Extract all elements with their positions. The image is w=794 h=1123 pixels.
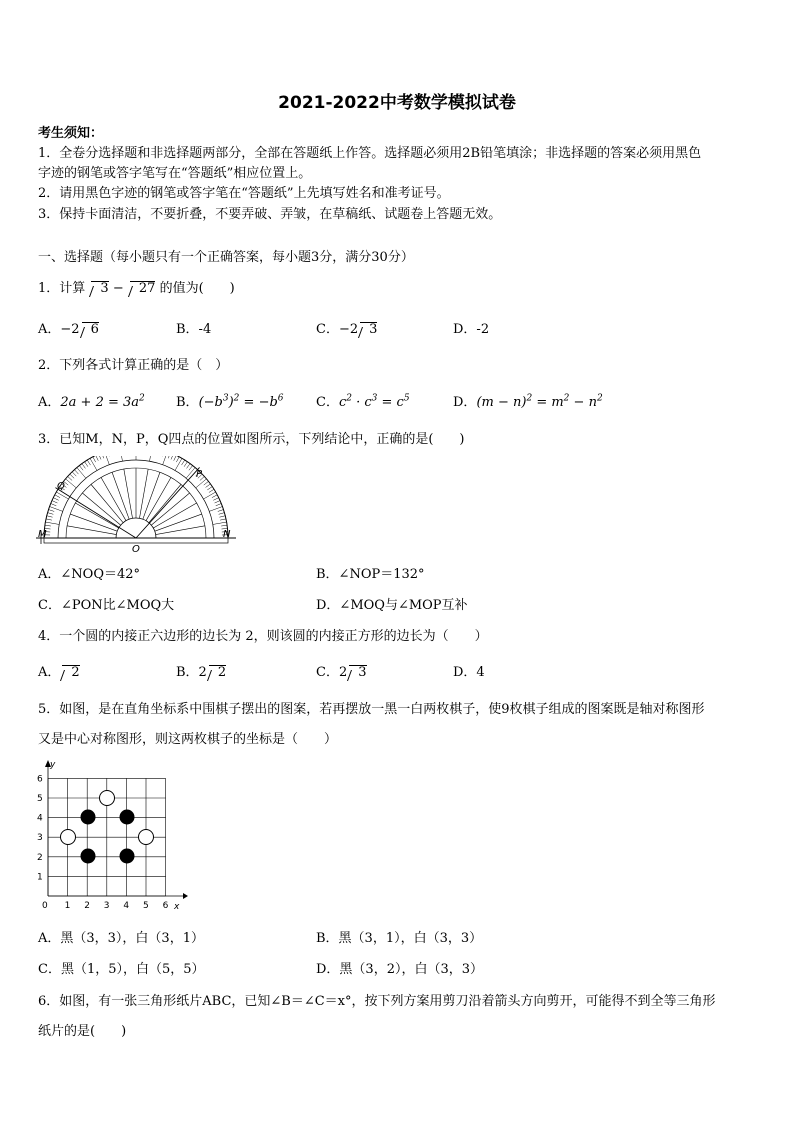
protractor-tick [53, 498, 58, 501]
protractor-tick [102, 456, 104, 458]
y-tick-label: 2 [37, 852, 43, 863]
protractor-tick [206, 484, 211, 488]
protractor-ray [101, 477, 126, 520]
black-stone [81, 849, 96, 864]
x-tick-label: 3 [103, 901, 110, 911]
origin-label: 0 [42, 901, 48, 911]
q4-option-d[interactable]: D．4 [453, 665, 485, 680]
white-stone [139, 830, 154, 845]
protractor-tick [82, 464, 86, 469]
protractor-ray [146, 477, 171, 520]
protractor-figure [36, 456, 236, 554]
protractor-tick [51, 504, 57, 506]
protractor-tick [219, 513, 225, 515]
protractor-tick [55, 495, 60, 498]
q3-option-d[interactable]: D．∠MOQ与∠MOP互补 [316, 598, 468, 613]
protractor-tick [70, 474, 74, 478]
q3-option-c[interactable]: C．∠PON比∠MOQ大 [38, 598, 175, 613]
q5-option-c[interactable]: C．黑（1，5），白（5，5） [38, 962, 205, 977]
q2-option-a[interactable]: A．$2a + 2 = 3a^2$ [38, 393, 145, 410]
protractor-tick [163, 456, 168, 465]
notice-item: 2．请用黑色字迹的钢笔或答字笔在“答题纸”上先填写姓名和准考证号。 [38, 186, 450, 201]
protractor-tick [176, 457, 179, 462]
protractor-ray [124, 469, 133, 518]
q3-option-a[interactable]: A．∠NOQ＝42° [38, 567, 141, 582]
protractor-tick [49, 510, 55, 512]
ray-oq [55, 488, 136, 538]
protractor-tick [184, 462, 187, 467]
section-heading: 一、选择题（每小题只有一个正确答案，每小题3分，满分30分） [38, 250, 414, 265]
q5-option-a[interactable]: A．黑（3，3），白（3，1） [38, 931, 204, 946]
label-p: P [196, 469, 203, 480]
notice-heading: 考生须知： [38, 126, 104, 141]
protractor-tick [209, 489, 214, 492]
protractor-tick [216, 504, 222, 506]
protractor-tick [187, 464, 191, 469]
q1-option-a[interactable]: A．−2 6 [38, 322, 99, 337]
protractor-tick [221, 525, 227, 526]
black-stone [120, 810, 135, 825]
y-axis-label: y [50, 760, 56, 770]
protractor-tick [90, 458, 97, 470]
q1-option-c[interactable]: C．−2 3 [316, 322, 378, 337]
q2-option-b[interactable]: B．$(-b^3)^2 = -b^6$ [176, 393, 284, 410]
protractor-tick [45, 525, 51, 526]
label-q: Q [57, 481, 65, 492]
q4-option-b[interactable]: B．2 2 [176, 665, 227, 680]
protractor-tick [175, 458, 182, 470]
notice-item: 1．全卷分选择题和非选择题两部分，全部在答题纸上作答。选择题必须用2B铅笔填涂；非选择题的答案必须用黑色 [38, 146, 702, 161]
protractor-tick [182, 460, 185, 465]
protractor-tick [220, 519, 226, 520]
notice-item: 3．保持卡面清洁，不要折叠，不要弄破、弄皱，在草稿纸、试题卷上答题无效。 [38, 207, 502, 222]
protractor-tick [68, 476, 72, 480]
protractor-tick [87, 460, 90, 465]
protractor-tick [74, 470, 78, 474]
sqrt-3: 3 [91, 281, 108, 296]
protractor-tick [213, 522, 227, 524]
protractor-tick [56, 492, 68, 499]
protractor-tick [77, 468, 86, 479]
black-stone [81, 810, 96, 825]
protractor-ray [153, 503, 196, 528]
q2-option-d[interactable]: D．$(m - n)^2 = m^2 - n^2$ [453, 393, 603, 410]
protractor-tick [46, 519, 52, 520]
protractor-ray [156, 526, 205, 535]
protractor-tick [105, 456, 110, 465]
protractor-tick [204, 492, 216, 499]
protractor-tick [47, 516, 53, 517]
y-tick-label: 6 [37, 774, 43, 785]
x-tick-label: 1 [64, 901, 71, 911]
x-tick-label: 6 [162, 901, 169, 911]
protractor-tick [215, 501, 220, 503]
question-5-line1: 5．如图，是在直角坐标系中围棋子摆出的图案，若再摆放一黑一白两枚棋子，使9枚棋子组成的图案既是轴对称图形 [38, 702, 705, 717]
sqrt-27: 27 [130, 281, 156, 296]
x-tick-label: 4 [123, 901, 130, 911]
white-stone [100, 791, 115, 806]
page-title: 2021-2022中考数学模拟试卷 [278, 93, 516, 113]
protractor-tick [79, 466, 83, 471]
protractor-tick [96, 456, 99, 461]
label-n: N [223, 529, 231, 540]
question-3: 3．已知M，N，P，Q四点的位置如图所示，下列结论中，正确的是( ) [38, 432, 465, 447]
question-2: 2．下列各式计算正确的是（ ） [38, 358, 229, 373]
question-4: 4．一个圆的内接正六边形的边长为 2，则该圆的内接正方形的边长为（ ） [38, 629, 488, 644]
protractor-tick [171, 456, 173, 459]
protractor-ray [67, 526, 116, 535]
protractor-tick [196, 479, 207, 488]
protractor-tick [218, 510, 224, 512]
protractor-tick [48, 513, 54, 515]
protractor-tick [212, 495, 217, 498]
question-6-line1: 6．如图，有一张三角形纸片ABC，已知∠B＝∠C＝x°，按下列方案用剪刀沿着箭头方向剪开，可能得不到全等三角形 [38, 994, 716, 1009]
y-tick-label: 4 [37, 813, 43, 824]
question-6-line2: 纸片的是( ) [38, 1024, 127, 1039]
q4-option-c[interactable]: C．2 3 [316, 665, 367, 680]
protractor-tick [85, 462, 88, 467]
y-tick-label: 5 [37, 794, 43, 804]
protractor-tick [150, 456, 152, 461]
x-axis-label: x [174, 902, 180, 912]
label-o: O [132, 544, 140, 554]
protractor-ray [139, 469, 148, 518]
q4-option-a[interactable]: A． 2 [38, 665, 80, 680]
black-stone [120, 849, 135, 864]
protractor-tick [213, 498, 218, 501]
protractor-tick [219, 516, 225, 517]
q1-prefix: 1．计算 [38, 281, 86, 296]
q1-suffix: 的值为( ) [159, 281, 235, 296]
q5-option-b[interactable]: B．黑（3，1），白（3，3） [316, 931, 483, 946]
question-1: 1．计算 3 − 27 的值为( ) [38, 281, 235, 296]
label-m: M [38, 529, 47, 540]
protractor-tick [52, 501, 57, 503]
protractor-tick [189, 466, 193, 471]
protractor-tick [99, 456, 101, 459]
y-ticks [37, 774, 43, 882]
x-ticks [65, 901, 169, 911]
question-5-line2: 又是中心对称图形，则这两枚棋子的坐标是（ ） [38, 732, 338, 747]
q5-option-d[interactable]: D．黑（3，2），白（3，3） [316, 962, 484, 977]
notice-item: 字迹的钢笔或答字笔写在“答题纸”相应位置上。 [38, 166, 312, 181]
protractor-tick [168, 456, 170, 458]
q2-option-c[interactable]: C．$c^2 \cdot c^3 = c^5$ [316, 393, 410, 410]
y-tick-label: 3 [37, 833, 43, 844]
protractor-tick [186, 468, 195, 479]
protractor-tick [207, 487, 212, 490]
go-board-figure [28, 758, 193, 913]
q3-option-b[interactable]: B．∠NOP＝132° [316, 567, 425, 582]
q1-option-b[interactable]: B．-4 [176, 322, 212, 337]
protractor-tick [93, 457, 96, 462]
x-tick-label: 2 [84, 901, 90, 911]
protractor-tick [174, 456, 177, 461]
ray-op [136, 467, 200, 538]
protractor-tick [72, 472, 76, 476]
protractor-tick [45, 522, 59, 524]
protractor-tick [204, 481, 209, 485]
protractor-ray [75, 503, 118, 528]
protractor-tick [120, 456, 122, 461]
q1-option-d[interactable]: D．-2 [453, 322, 490, 337]
y-tick-label: 1 [37, 872, 43, 883]
white-stone [61, 830, 76, 845]
protractor-tick [66, 479, 77, 488]
x-tick-label: 5 [143, 901, 149, 911]
